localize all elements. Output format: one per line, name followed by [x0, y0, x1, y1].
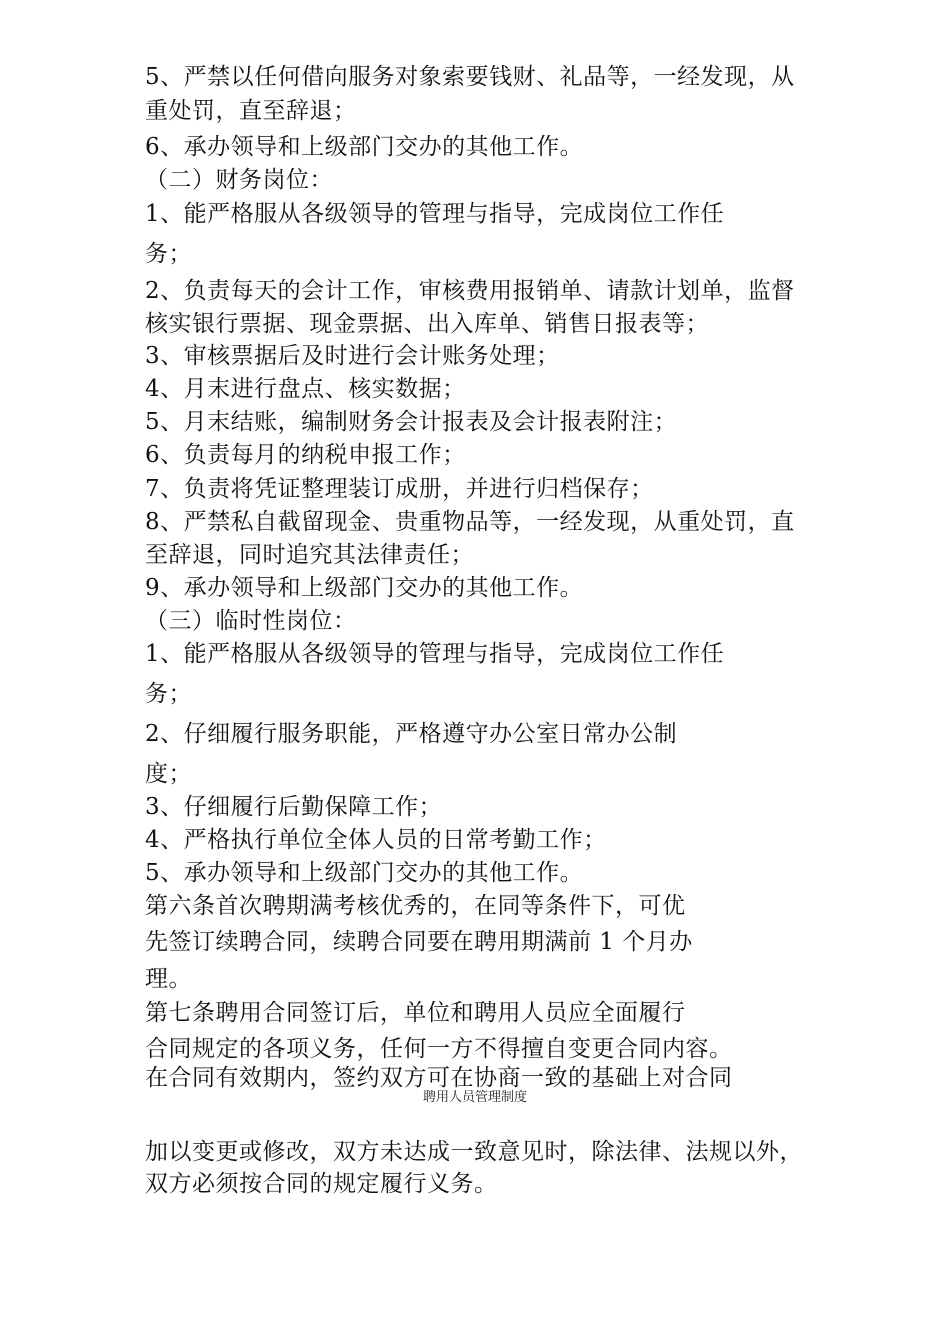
- text-line: 5、严禁以任何借向服务对象索要钱财、礼品等，一经发现，从: [145, 64, 795, 90]
- text-line: 5、月末结账，编制财务会计报表及会计报表附注；: [145, 409, 678, 435]
- text-line: 5、承办领导和上级部门交办的其他工作。: [145, 860, 584, 886]
- text-line: 8、严禁私自截留现金、贵重物品等，一经发现，从重处罚，直: [145, 509, 795, 535]
- section-heading: （二）财务岗位：: [145, 167, 333, 193]
- article-line: 在合同有效期内，签约双方可在协商一致的基础上对合同: [145, 1065, 733, 1091]
- article-line: 第六条首次聘期满考核优秀的，在同等条件下，可优: [145, 893, 686, 919]
- text-line: 4、严格执行单位全体人员的日常考勤工作；: [145, 827, 607, 853]
- article-line: 第七条聘用合同签订后，单位和聘用人员应全面履行: [145, 1000, 686, 1026]
- text-line: 核实银行票据、现金票据、出入库单、销售日报表等；: [145, 311, 709, 337]
- text-line: 3、审核票据后及时进行会计账务处理；: [145, 343, 560, 369]
- text-line: 至辞退，同时追究其法律责任；: [145, 542, 474, 568]
- running-footer-title: 聘用人员管理制度: [422, 1090, 527, 1105]
- text-line: 重处罚，直至辞退；: [145, 98, 357, 124]
- text-line: 6、承办领导和上级部门交办的其他工作。: [145, 134, 584, 160]
- text-line: 3、仔细履行后勤保障工作；: [145, 794, 443, 820]
- text-line: 度；: [145, 761, 192, 787]
- text-line: 1、能严格服从各级领导的管理与指导，完成岗位工作任: [145, 201, 725, 227]
- article-line: 加以变更或修改，双方未达成一致意见时，除法律、法规以外，: [145, 1139, 803, 1165]
- text-line: 务；: [145, 681, 192, 707]
- text-line: 2、负责每天的会计工作，审核费用报销单、请款计划单，监督: [145, 278, 795, 304]
- text-line: 9、承办领导和上级部门交办的其他工作。: [145, 575, 584, 601]
- article-line: 理。: [145, 966, 192, 992]
- text-line: 1、能严格服从各级领导的管理与指导，完成岗位工作任: [145, 641, 725, 667]
- text-line: 2、仔细履行服务职能，严格遵守办公室日常办公制: [145, 721, 678, 747]
- article-line: 双方必须按合同的规定履行义务。: [145, 1171, 498, 1197]
- text-line: 7、负责将凭证整理装订成册，并进行归档保存；: [145, 476, 654, 502]
- article-line: 合同规定的各项义务，任何一方不得擅自变更合同内容。: [145, 1036, 733, 1062]
- section-heading: （三）临时性岗位：: [145, 608, 357, 634]
- text-line: 4、月末进行盘点、核实数据；: [145, 376, 466, 402]
- text-line: 6、负责每月的纳税申报工作；: [145, 442, 466, 468]
- article-line: 先签订续聘合同，续聘合同要在聘用期满前 1 个月办: [145, 929, 693, 955]
- text-line: 务；: [145, 241, 192, 267]
